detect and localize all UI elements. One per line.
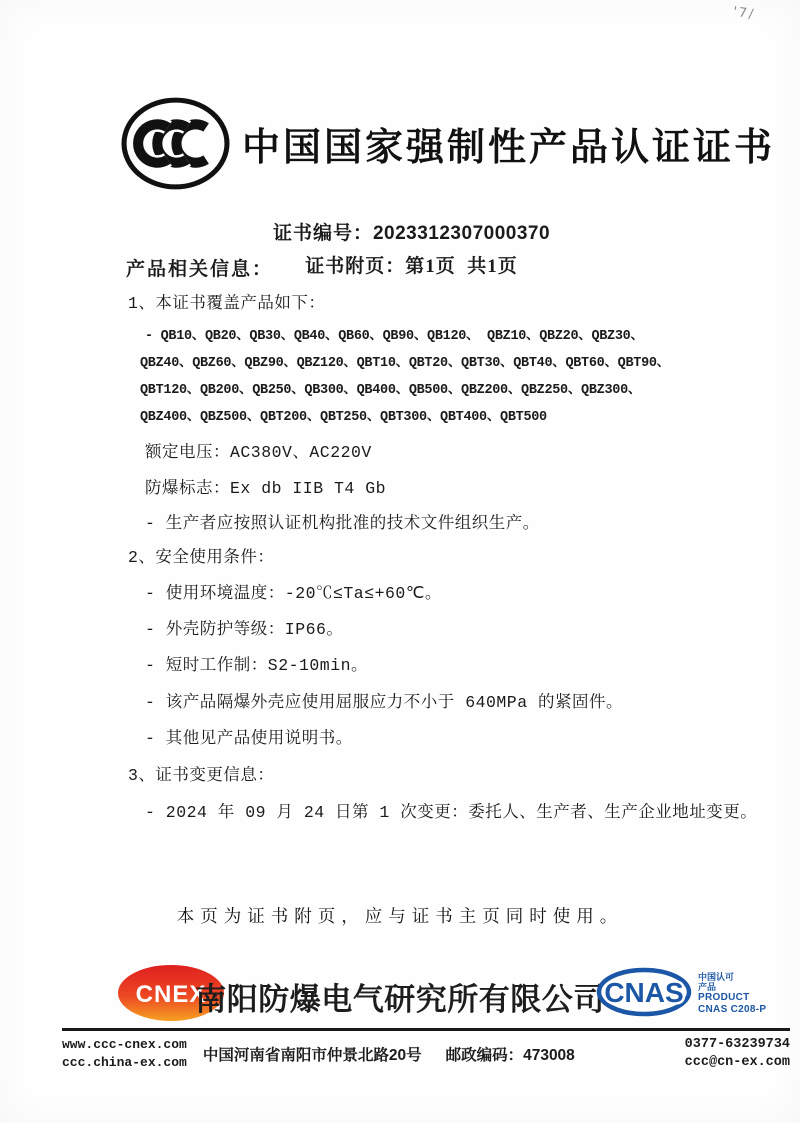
- certificate-number-value: 2023312307000370: [372, 223, 551, 244]
- content-line: 1、本证书覆盖产品如下：: [128, 294, 326, 313]
- attachment-page-value: 第1页 共1页: [405, 256, 518, 277]
- cnas-logo-icon: [596, 966, 696, 1021]
- cnas-logo-text: CNAS: [604, 977, 684, 1008]
- company-name: 南阳防爆电气研究所有限公司: [195, 982, 605, 1017]
- cnas-label-zh2: 产品: [698, 982, 717, 992]
- content-line-rated-voltage: 额定电压：AC380V、AC220V: [145, 443, 372, 462]
- attachment-page-label: 证书附页：: [305, 256, 406, 277]
- content-line-duty-cycle: - 短时工作制：S2-10min。: [145, 656, 369, 675]
- content-line: 2、安全使用条件：: [128, 548, 275, 567]
- company-address: 中国河南省南阳市仲景北路20号: [202, 1047, 422, 1064]
- phone-number: 0377-63239734: [684, 1037, 790, 1052]
- content-line-ip-rating: - 外壳防护等级：IP66。: [145, 620, 344, 639]
- cnex-logo-text: CNEX: [135, 981, 207, 1008]
- content-line-product-models: - QB10、QB20、QB30、QB40、QB60、QB90、QB120、 QBZ10、QBZ20、QBZ30、: [145, 329, 644, 344]
- postal-code: 邮政编码：473008: [445, 1047, 575, 1064]
- cnas-label-en: PRODUCT: [698, 992, 750, 1004]
- email-address: ccc@cn-ex.com: [684, 1055, 790, 1070]
- content-line-product-models: QBZ40、QBZ60、QBZ90、QBZ120、QBT10、QBT20、QBT30、QBT40、QBT60、QBT90、: [140, 356, 670, 371]
- organization-row: [0, 958, 800, 1026]
- address-block: [203, 1043, 575, 1065]
- website-url-2: ccc.china-ex.com: [62, 1055, 187, 1070]
- cnas-text-block: [698, 972, 766, 1016]
- content-line: - 其他见产品使用说明书。: [145, 729, 353, 748]
- handwritten-mark: '7/: [732, 4, 757, 23]
- content-line-product-models: QBZ400、QBZ500、QBT200、QBT250、QBT300、QBT400、QBT500: [140, 410, 547, 425]
- product-info-section: [0, 258, 800, 823]
- contact-bar: [62, 1036, 790, 1072]
- content-line-change-record: - 2024 年 09 月 24 日第 1 次变更：委托人、生产者、生产企业地址变更。: [145, 803, 758, 822]
- website-urls: [62, 1036, 187, 1072]
- website-url-1: www.ccc-cnex.com: [62, 1037, 187, 1052]
- ccc-mark-icon: [121, 97, 230, 190]
- certificate-title: 中国国家强制性产品认证证书: [242, 127, 776, 169]
- content-line: - 生产者应按照认证机构批准的技术文件组织生产。: [145, 514, 540, 533]
- content-line: - 该产品隔爆外壳应使用屈服应力不小于 640MPa 的紧固件。: [145, 693, 624, 712]
- content-line-product-models: QBT120、QB200、QB250、QB300、QB400、QB500、QBZ200、QBZ250、QBZ300、: [140, 383, 642, 398]
- cnas-cert-code: CNAS C208-P: [698, 1003, 767, 1015]
- phone-email-block: [685, 1036, 790, 1072]
- certificate-number-label: 证书编号：: [272, 223, 373, 244]
- cnas-accreditation-mark: [596, 966, 766, 1021]
- product-info-heading: 产品相关信息：: [126, 259, 274, 280]
- content-line-ex-marking: 防爆标志：Ex db IIB T4 Gb: [145, 479, 387, 498]
- content-line-ambient-temperature: - 使用环境温度：-20℃≤Ta≤+60℃。: [145, 584, 442, 603]
- footer-note: 本页为证书附页，应与证书主页同时使用。: [176, 906, 624, 926]
- footer-divider: [62, 1028, 790, 1031]
- cnas-label-zh1: 中国认可: [698, 971, 735, 982]
- content-line: 3、证书变更信息：: [128, 766, 275, 785]
